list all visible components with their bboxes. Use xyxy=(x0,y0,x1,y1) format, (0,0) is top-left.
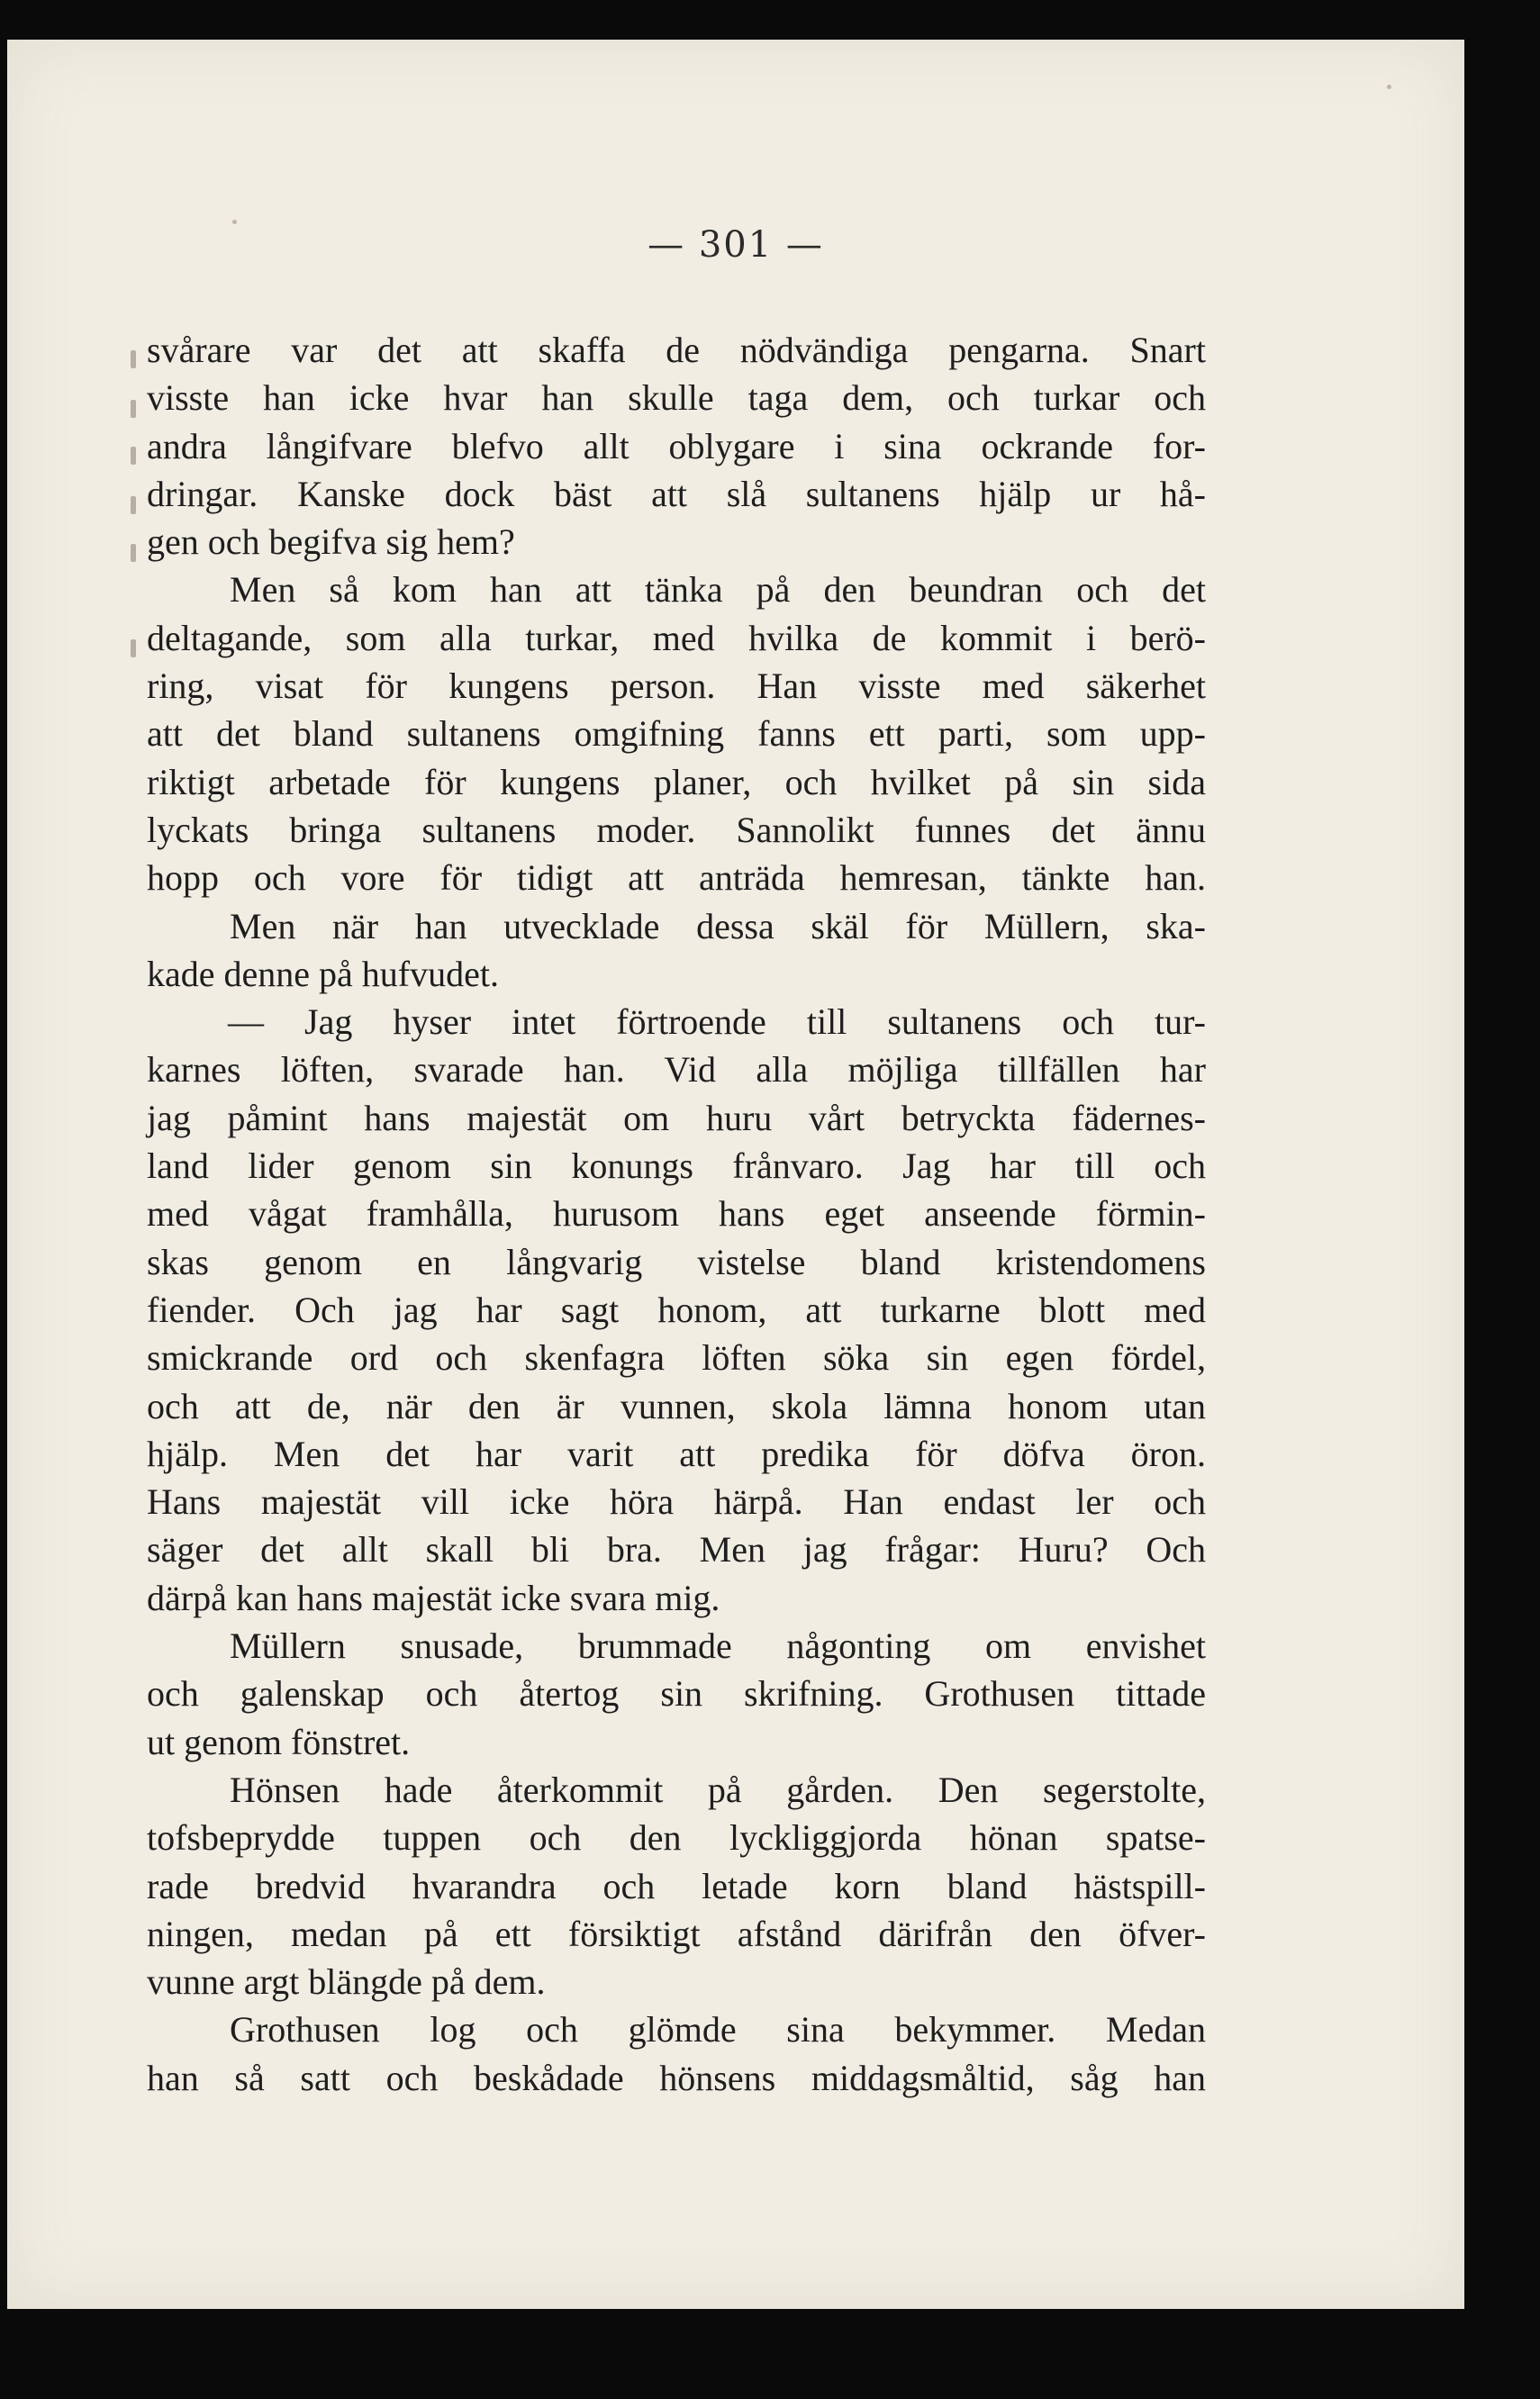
text-line: kade denne på hufvudet. xyxy=(147,953,499,994)
text-line: han så satt och beskådade hönsens middagsmåltid, såg han xyxy=(147,2057,1206,2098)
text-line: svårare var det att skaffa de nödvändiga pengarna. Snart xyxy=(147,330,1206,370)
text-line: fiender. Och jag har sagt honom, att turkarne blott med xyxy=(147,1289,1206,1330)
text-line: skas genom en långvarig vistelse bland kristendomens xyxy=(147,1241,1206,1282)
text-line: gen och begifva sig hem? xyxy=(147,521,515,563)
text-line: Men så kom han att tänka på den beundran och det xyxy=(230,569,1206,611)
text-line: säger det allt skall bli bra. Men jag frågar: Huru? Och xyxy=(147,1529,1206,1571)
margin-mark xyxy=(131,496,136,514)
paper-page xyxy=(7,40,1464,2309)
margin-mark xyxy=(131,400,136,418)
text-line: jag påmint hans majestät om huru vårt betryckta fädernes- xyxy=(147,1097,1206,1138)
margin-mark xyxy=(131,350,136,368)
text-line: — Jag hyser intet förtroende till sultanens och tur- xyxy=(228,1001,1206,1043)
text-line: därpå kan hans majestät icke svara mig. xyxy=(147,1577,720,1618)
margin-mark xyxy=(131,544,136,562)
text-line: med vågat framhålla, hurusom hans eget anseende förmin- xyxy=(147,1193,1206,1235)
text-line: smickrande ord och skenfagra löften söka sin egen fördel, xyxy=(147,1337,1206,1379)
text-line: ring, visat för kungens person. Han visste med säkerhet xyxy=(147,665,1206,707)
text-line: land lider genom sin konungs frånvaro. Jag har till och xyxy=(147,1145,1206,1187)
text-line: rade bredvid hvarandra och letade korn bland hästspill- xyxy=(147,1865,1206,1906)
text-line: och att de, när den är vunnen, skola lämna honom utan xyxy=(147,1385,1206,1426)
text-line: karnes löften, svarade han. Vid alla möjliga tillfällen har xyxy=(147,1049,1206,1091)
text-line: Men när han utvecklade dessa skäl för Müllern, ska- xyxy=(230,905,1206,946)
text-line: tofsbeprydde tuppen och den lyckliggjorda hönan spatse- xyxy=(147,1817,1206,1859)
text-line: deltagande, som alla turkar, med hvilka de kommit i berö- xyxy=(147,617,1206,658)
text-line: visste han icke hvar han skulle taga dem, och turkar och xyxy=(147,377,1206,419)
text-line: Müllern snusade, brummade någonting om envishet xyxy=(230,1625,1206,1667)
text-line: andra långifvare blefvo allt oblygare i sina ockrande for- xyxy=(147,425,1206,466)
text-line: ningen, medan på ett försiktigt afstånd därifrån den öfver- xyxy=(147,1913,1206,1954)
text-line: vunne argt blängde på dem. xyxy=(147,1961,546,2003)
text-line: att det bland sultanens omgifning fanns ett parti, som upp- xyxy=(147,713,1206,755)
margin-mark xyxy=(131,447,136,465)
text-line: Hans majestät vill icke höra härpå. Han endast ler och xyxy=(147,1481,1206,1523)
text-line: hopp och vore för tidigt att anträda hemresan, tänkte han. xyxy=(147,857,1206,899)
text-line: Hönsen hade återkommit på gården. Den segerstolte, xyxy=(230,1769,1206,1810)
text-line: dringar. Kanske dock bäst att slå sultanens hjälp ur hå- xyxy=(147,473,1206,514)
margin-mark xyxy=(131,639,136,657)
text-line: och galenskap och återtog sin skrifning. Grothusen tittade xyxy=(147,1673,1206,1715)
text-line: ut genom fönstret. xyxy=(147,1721,411,1762)
page-number: — 301 — xyxy=(648,224,824,266)
text-line: Grothusen log och glömde sina bekymmer. Medan xyxy=(230,2009,1206,2050)
text-line: hjälp. Men det har varit att predika för döfva öron. xyxy=(147,1433,1206,1474)
text-line: riktigt arbetade för kungens planer, och hvilket på sin sida xyxy=(147,761,1206,802)
body-text xyxy=(147,326,1206,2102)
paper-speck xyxy=(1387,85,1391,89)
text-line: lyckats bringa sultanens moder. Sannolikt funnes det ännu xyxy=(147,809,1206,850)
